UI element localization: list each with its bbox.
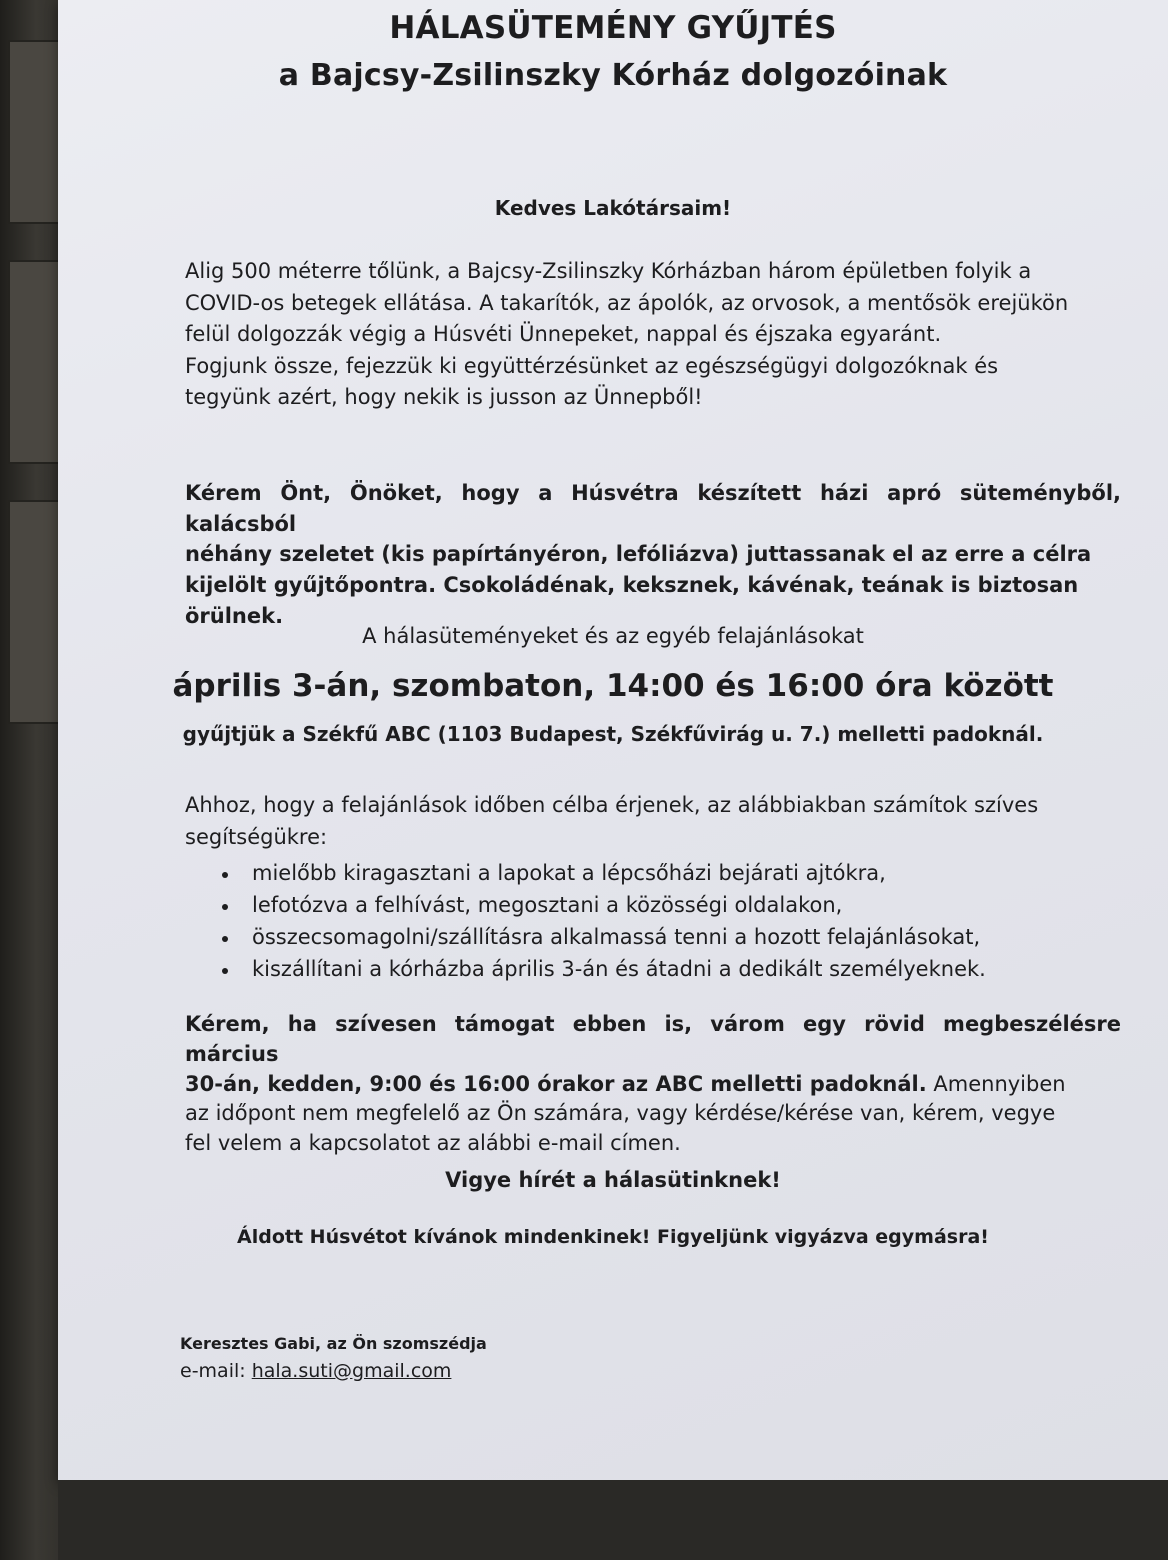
meeting-line: Kérem, ha szívesen támogat ebben is, várom egy rövid megbeszélésre március — [185, 1012, 1121, 1066]
background-bottom — [58, 1480, 1168, 1560]
intro-line: tegyünk azért, hogy nekik is jusson az Ünnepből! — [185, 385, 703, 409]
flyer-sheet — [58, 0, 1168, 1480]
signature-name: Keresztes Gabi, az Ön szomszédja — [180, 1334, 487, 1353]
signature-email-row — [180, 1360, 451, 1382]
list-item: összecsomagolni/szállításra alkalmassá tenni a hozott felajánlásokat, — [218, 922, 986, 954]
intro-line: Fogjunk össze, fejezzük ki együttérzésünket az egészségügyi dolgozóknak és — [185, 353, 999, 378]
spread-the-word: Vigye hírét a hálasütinknek! — [445, 1168, 781, 1192]
list-item: kiszállítani a kórházba április 3-án és átadni a dedikált személyeknek. — [218, 954, 986, 986]
request-line: Kérem Önt, Önöket, hogy a Húsvétra készített házi apró süteményből, kalácsból — [185, 481, 1121, 536]
email-link[interactable]: hala.suti@gmail.com — [251, 1360, 452, 1382]
email-label: e-mail: — [180, 1360, 252, 1382]
intro-line: COVID-os betegek ellátása. A takarítók, az ápolók, az orvosok, a mentősök erejükön — [185, 290, 1069, 315]
flyer-title: HÁLASÜTEMÉNY GYŰJTÉS — [389, 10, 837, 46]
easter-wish: Áldott Húsvétot kívánok mindenkinek! Figyeljünk vigyázva egymásra! — [237, 1226, 989, 1248]
collection-date: április 3-án, szombaton, 14:00 és 16:00 óra között — [172, 668, 1054, 704]
collection-location: gyűjtjük a Székfű ABC (1103 Budapest, Székfűvirág u. 7.) melletti padoknál. — [182, 722, 1044, 746]
help-intro-line: Ahhoz, hogy a felajánlások időben célba érjenek, az alábbiakban számítok szíves — [185, 793, 1039, 817]
help-list — [218, 858, 986, 986]
request-paragraph — [185, 478, 1121, 631]
meeting-time: 30-án, kedden, 9:00 és 16:00 órakor az ABC melletti padoknál. — [185, 1071, 927, 1096]
request-line: néhány szeletet (kis papírtányéron, lefóliázva) juttassanak el az erre a célra — [185, 542, 1092, 567]
flyer-subtitle: a Bajcsy-Zsilinszky Kórház dolgozóinak — [278, 58, 948, 93]
greeting: Kedves Lakótársaim! — [494, 196, 732, 220]
meeting-line: az időpont nem megfelelő az Ön számára, vagy kérdése/kérése van, kérem, vegye — [185, 1101, 1056, 1126]
help-intro — [185, 790, 1121, 853]
request-line: kijelölt gyűjtőpontra. Csokoládénak, keksznek, kávénak, teának is biztosan — [185, 572, 1079, 597]
window-pane — [8, 500, 62, 724]
list-item: mielőbb kiragasztani a lapokat a lépcsőházi bejárati ajtókra, — [218, 858, 986, 890]
help-intro-line: segítségükre: — [185, 824, 328, 849]
list-item: lefotózva a felhívást, megosztani a közösségi oldalakon, — [218, 890, 986, 922]
meeting-line — [185, 1070, 1121, 1100]
meeting-paragraph — [185, 1010, 1121, 1159]
meeting-line: fel velem a kapcsolatot az alábbi e-mail címen. — [185, 1131, 681, 1156]
request-line: örülnek. — [185, 603, 284, 628]
window-pane — [8, 40, 62, 224]
meeting-line-rest: Amennyiben — [926, 1071, 1066, 1096]
intro-line: felül dolgozzák végig a Húsvéti Ünnepeket, nappal és éjszaka egyaránt. — [185, 322, 942, 346]
intro-paragraph — [185, 256, 1121, 414]
window-pane — [8, 260, 62, 464]
intro-line: Alig 500 méterre tőlünk, a Bajcsy-Zsilinszky Kórházban három épületben folyik a — [185, 259, 1032, 283]
collection-lead: A hálasüteményeket és az egyéb felajánlásokat — [362, 624, 864, 648]
